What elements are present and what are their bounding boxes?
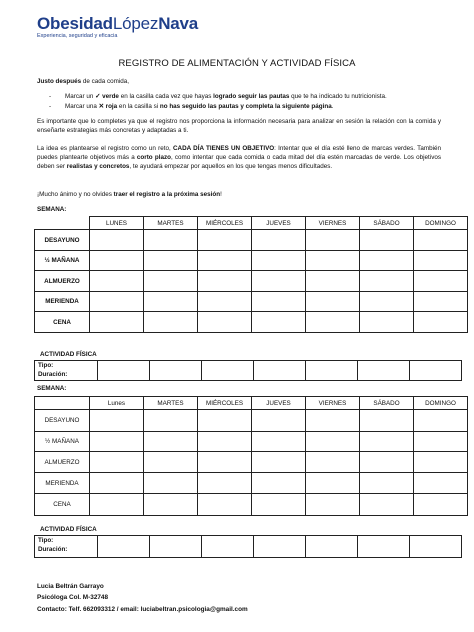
table-cell[interactable] [306,361,358,381]
duracion-label: Duración: [38,370,68,378]
p2-bold: realistas y concretos [66,162,130,170]
table-cell[interactable] [306,494,360,516]
table-cell[interactable] [98,536,150,558]
table-cell[interactable] [306,432,360,452]
table-cell[interactable] [252,230,306,251]
table-cell[interactable] [360,251,414,271]
table-cell[interactable] [144,432,198,452]
table-cell[interactable] [358,361,410,381]
activity-heading: ACTIVIDAD FÍSICA [40,526,97,533]
day-header: DOMINGO [414,397,468,410]
table-cell[interactable] [150,361,202,381]
table-cell[interactable] [252,494,306,516]
meal-label: DESAYUNO [35,230,90,251]
table-cell[interactable] [360,410,414,432]
table-cell[interactable] [252,432,306,452]
meal-label: ½ MAÑANA [35,432,90,452]
p2-text: La idea es plantearse el registro como un reto, [37,145,173,152]
table-cell[interactable] [410,536,462,558]
brand-logo [37,14,198,39]
table-header-row [35,217,468,230]
meal-label: CENA [35,312,90,333]
meal-grid-week-2 [34,396,468,516]
table-cell[interactable] [198,452,252,473]
week-label: SEMANA: [37,206,67,213]
table-cell[interactable] [306,410,360,432]
bullet-text: Marcar una [65,103,99,110]
table-row [35,251,468,271]
day-header: SÁBADO [360,397,414,410]
intro-rest: de cada comida, [81,78,130,85]
bullet-text: que te ha indicado tu nutricionista. [289,93,387,100]
brand-name-part1: Obesidad [37,14,113,33]
table-cell[interactable] [202,536,254,558]
table-cell[interactable] [90,432,144,452]
table-corner [35,217,90,230]
p3-text: ¡Mucho ánimo y no olvides [37,191,114,198]
table-cell[interactable] [360,292,414,312]
table-row [35,432,468,452]
table-row [35,292,468,312]
week-label: SEMANA: [37,385,67,392]
intro-bold: Justo después [37,78,82,85]
table-cell[interactable] [90,312,144,333]
duracion-label: Duración: [38,545,68,553]
table-cell[interactable] [144,473,198,494]
table-cell[interactable] [144,271,198,292]
table-cell[interactable] [198,312,252,333]
meal-label: ½ MAÑANA [35,251,90,271]
table-cell[interactable] [414,312,468,333]
tipo-label: Tipo: [38,362,54,369]
table-row [35,473,468,494]
day-header: DOMINGO [414,217,468,230]
day-header: JUEVES [252,217,306,230]
day-header: MIÉRCOLES [198,217,252,230]
table-cell[interactable] [198,271,252,292]
day-header: SÁBADO [360,217,414,230]
table-cell[interactable] [198,494,252,516]
table-cell[interactable] [144,292,198,312]
bullet-text: en la casilla cada vez que hayas [118,93,214,100]
p2-text: , te ayudará empezar por aquellos en los que tengas menos dificultades. [129,162,333,170]
table-cell[interactable] [306,473,360,494]
p2-text: , como intentar que cada comida o cada mitad del día estén marcadas de verde. Los objetivos deben ser [37,153,441,170]
p2-text: : Intentar que el día esté lleno de marcas verdes. También puedes plantearte objetivos más a [37,145,441,161]
table-cell[interactable] [144,251,198,271]
table-row [35,271,468,292]
table-cell[interactable] [252,292,306,312]
table-cell[interactable] [252,271,306,292]
table-cell[interactable] [252,312,306,333]
activity-labels [35,536,98,558]
table-row [35,230,468,251]
table-cell[interactable] [90,271,144,292]
activity-grid-week-1 [34,360,462,381]
table-cell[interactable] [414,473,468,494]
paragraph-encourage [37,191,441,200]
brand-name-part3: Nava [158,14,199,33]
table-cell[interactable] [252,452,306,473]
table-cell[interactable] [252,251,306,271]
table-cell[interactable] [414,432,468,452]
activity-grid-week-2 [34,535,462,558]
green-check-mark: ✓ verde [95,93,119,100]
meal-grid-week-1 [34,216,468,333]
table-cell[interactable] [98,361,150,381]
meal-label: MERIENDA [35,473,90,494]
table-corner [35,397,90,410]
table-cell[interactable] [254,536,306,558]
table-cell[interactable] [360,452,414,473]
day-header: LUNES [90,217,144,230]
table-cell[interactable] [360,473,414,494]
table-cell[interactable] [360,312,414,333]
intro-line [37,78,441,87]
bullet-dash: - [49,93,52,100]
table-cell[interactable] [198,432,252,452]
p2-bold: corto plazo [136,153,171,161]
signature-role: Psicóloga Col. M-32748 [37,594,109,602]
table-cell[interactable] [306,312,360,333]
day-header: MARTES [144,217,198,230]
day-header: JUEVES [252,397,306,410]
table-cell[interactable] [90,452,144,473]
signature-block [37,581,248,615]
table-cell[interactable] [414,230,468,251]
tipo-label: Tipo: [38,537,54,544]
table-cell[interactable] [144,230,198,251]
p3-bold: traer el registro a la próxima sesión [113,191,221,198]
table-row [35,312,468,333]
bullet-text: . [331,103,334,110]
bullet-red [49,103,333,110]
table-cell[interactable] [198,410,252,432]
table-cell[interactable] [306,230,360,251]
meal-label: MERIENDA [35,292,90,312]
table-cell[interactable] [414,410,468,432]
signature-contact: Contacto: Telf. 662093312 / email: luciabeltran.psicologia@gmail.com [37,605,248,613]
meal-label: ALMUERZO [35,271,90,292]
meal-label: CENA [35,494,90,516]
table-cell[interactable] [360,494,414,516]
table-cell[interactable] [414,292,468,312]
table-cell[interactable] [90,230,144,251]
table-cell[interactable] [414,452,468,473]
table-cell[interactable] [90,473,144,494]
red-cross-mark: ✕ roja [98,103,118,110]
table-cell[interactable] [306,536,358,558]
p3-text: ! [220,191,222,198]
bullet-dash: - [49,103,52,110]
table-cell[interactable] [198,473,252,494]
table-cell[interactable] [144,494,198,516]
p2-bold: CADA DÍA TIENES UN OBJETIVO [172,145,275,152]
table-cell[interactable] [254,361,306,381]
day-header: VIERNES [306,217,360,230]
table-cell[interactable] [306,452,360,473]
table-cell[interactable] [90,494,144,516]
table-cell[interactable] [198,292,252,312]
table-cell[interactable] [414,271,468,292]
table-cell[interactable] [360,432,414,452]
day-header: MARTES [144,397,198,410]
table-cell[interactable] [90,292,144,312]
table-cell[interactable] [252,473,306,494]
day-header: Lunes [90,397,144,410]
paragraph-importance: Es importante que lo completes ya que el registro nos proporciona la información necesaria para analizar en sesión la relación con la comida y enseñarte estrategias más concretas y adaptadas a ti. [37,118,441,134]
meal-label: ALMUERZO [35,452,90,473]
bullet-bold: logrado seguir las pautas [213,93,290,100]
page-title: REGISTRO DE ALIMENTACIÓN Y ACTIVIDAD FÍSICA [118,58,356,69]
meal-label: DESAYUNO [35,410,90,432]
table-cell[interactable] [410,361,462,381]
table-cell[interactable] [414,494,468,516]
table-cell[interactable] [144,452,198,473]
table-cell[interactable] [198,251,252,271]
table-cell[interactable] [306,292,360,312]
day-header: MIÉRCOLES [198,397,252,410]
paragraph-challenge [37,145,441,171]
table-row [35,536,462,558]
table-cell[interactable] [144,410,198,432]
table-cell[interactable] [90,251,144,271]
table-cell[interactable] [414,251,468,271]
table-cell[interactable] [306,251,360,271]
table-row [35,452,468,473]
table-row [35,410,468,432]
table-cell[interactable] [90,410,144,432]
brand-name-part2: López [112,14,159,33]
bullet-green [49,93,387,100]
brand-name [37,14,198,34]
table-cell[interactable] [252,410,306,432]
bullet-text: en la casilla si [117,103,160,110]
table-cell[interactable] [144,312,198,333]
table-cell[interactable] [360,230,414,251]
brand-tagline: Experiencia, seguridad y eficacia [37,33,118,39]
table-cell[interactable] [358,536,410,558]
activity-heading: ACTIVIDAD FÍSICA [40,351,97,358]
bullet-bold: no has seguido las pautas y completa la siguiente página [159,103,332,110]
signature-name: Lucia Beltrán Garrayo [37,583,104,590]
table-cell[interactable] [306,271,360,292]
bullet-text: Marcar un [65,93,96,100]
table-cell[interactable] [150,536,202,558]
table-cell[interactable] [198,230,252,251]
table-row [35,361,462,381]
table-cell[interactable] [360,271,414,292]
table-row [35,494,468,516]
table-cell[interactable] [202,361,254,381]
activity-labels [35,361,98,381]
day-header: VIERNES [306,397,360,410]
table-header-row [35,397,468,410]
